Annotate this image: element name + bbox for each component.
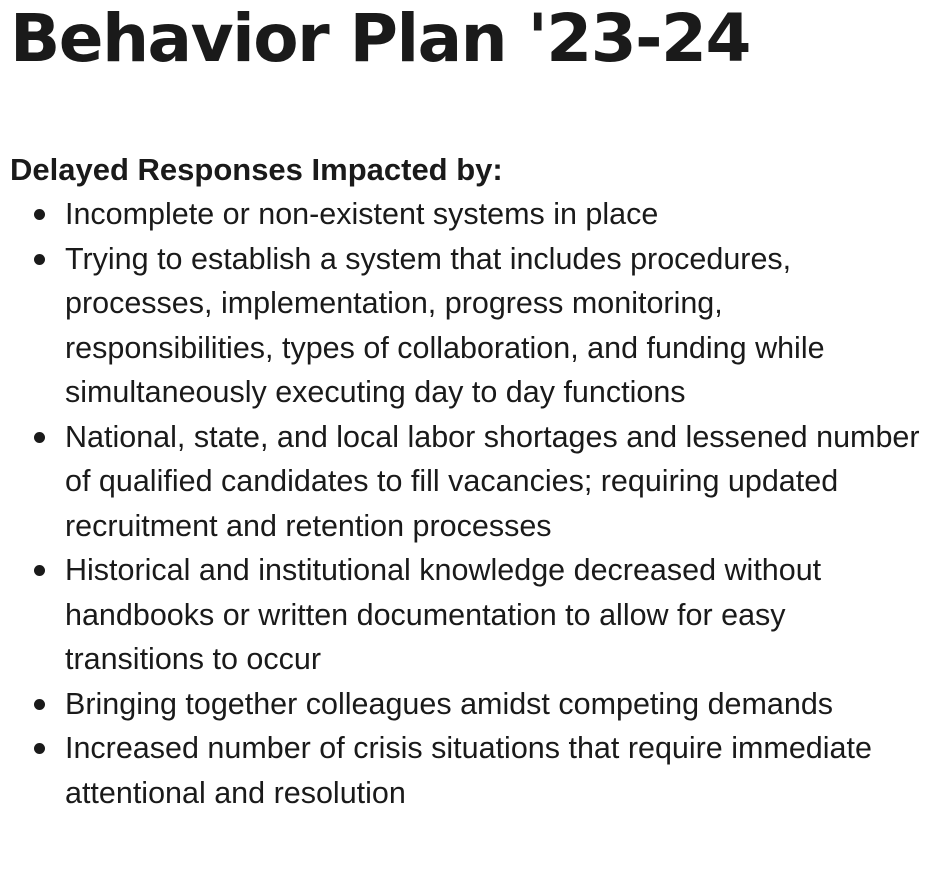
bullet-icon [34, 254, 45, 265]
list-item-text: Increased number of crisis situations that require immediate attentional and resolution [65, 731, 872, 810]
page-title: Behavior Plan '23-24 [10, 0, 750, 77]
list-item [10, 682, 920, 727]
delayed-responses-section [10, 148, 920, 815]
list-item [10, 726, 920, 815]
list-item [10, 237, 920, 415]
list-item [10, 548, 920, 682]
list-item-text: Trying to establish a system that includes procedures, processes, implementation, progress monitoring, responsibilities, types of collaboration, and funding while simultaneously executing day to day functions [65, 241, 825, 409]
list-item-text: National, state, and local labor shortages and lessened number of qualified candidates to fill vacancies; requiring updated recruitment and retention processes [65, 419, 920, 543]
bullet-icon [34, 743, 45, 754]
bullet-icon [34, 209, 45, 220]
list-item-text: Historical and institutional knowledge decreased without handbooks or written documentation to allow for easy transitions to occur [65, 553, 822, 676]
bullet-icon [34, 432, 45, 443]
list-item [10, 192, 920, 237]
section-heading: Delayed Responses Impacted by: [10, 152, 503, 187]
bullet-list [10, 192, 920, 815]
bullet-icon [34, 565, 45, 576]
list-item-text: Bringing together colleagues amidst competing demands [65, 686, 834, 721]
list-item [10, 415, 920, 549]
bullet-icon [34, 699, 45, 710]
list-item-text: Incomplete or non-existent systems in place [65, 197, 659, 231]
